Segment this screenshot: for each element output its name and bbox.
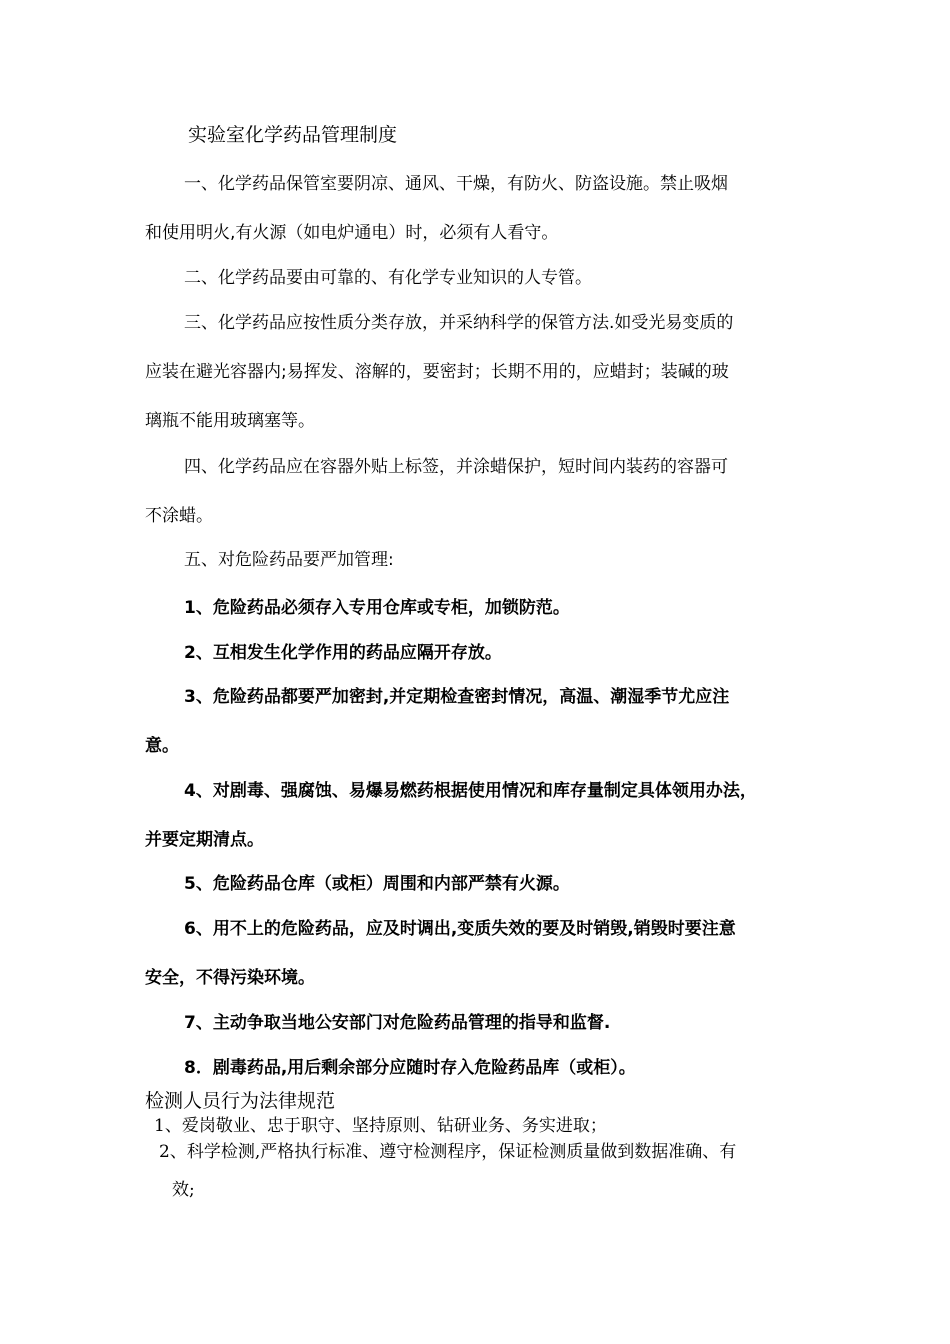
rule-3-line-2: 意。 [145, 736, 179, 756]
paragraph-1-line-1: 一、化学药品保管室要阴凉、通风、干燥，有防火、防盗设施。禁止吸烟 [184, 174, 728, 194]
rule-6-line-2: 安全，不得污染环境。 [145, 968, 315, 988]
rule-2-line-1: 2、互相发生化学作用的药品应隔开存放。 [184, 643, 502, 663]
paragraph-5-line-1: 五、对危险药品要严加管理: [184, 550, 394, 570]
paragraph-4-line-1: 四、化学药品应在容器外贴上标签，并涂蜡保护，短时间内装药的容器可 [184, 457, 728, 477]
paragraph-3-line-2: 应装在避光容器内;易挥发、溶解的，要密封；长期不用的，应蜡封；装碱的玻 [145, 362, 729, 382]
paragraph-4-line-2: 不涂蜡。 [145, 506, 213, 526]
paragraph-3-line-1: 三、化学药品应按性质分类存放，并采纳科学的保管方法.如受光易变质的 [184, 313, 734, 333]
section-2-title: 检测人员行为法律规范 [145, 1090, 336, 1112]
rule-6-line-1: 6、用不上的危险药品，应及时调出,变质失效的要及时销毁,销毁时要注意 [184, 919, 736, 939]
rule-3-line-1: 3、危险药品都要严加密封,并定期检查密封情况，高温、潮湿季节尤应注 [184, 687, 730, 707]
rule-4-line-2: 并要定期清点。 [145, 830, 264, 850]
rule-8-line-1: 8．剧毒药品,用后剩余部分应随时存入危险药品库（或柜）。 [184, 1058, 636, 1078]
rule-1-line-1: 1、危险药品必须存入专用仓库或专柜，加锁防范。 [184, 598, 570, 618]
section-2-item-1: 1、爱岗敬业、忠于职守、坚持原则、钻研业务、务实进取； [154, 1116, 607, 1136]
rule-7-line-1: 7、主动争取当地公安部门对危险药品管理的指导和监督. [184, 1013, 611, 1033]
paragraph-2-line-1: 二、化学药品要由可靠的、有化学专业知识的人专管。 [184, 268, 592, 288]
paragraph-3-line-3: 璃瓶不能用玻璃塞等。 [145, 411, 315, 431]
document-title: 实验室化学药品管理制度 [188, 124, 398, 146]
rule-4-line-1: 4、对剧毒、强腐蚀、易爆易燃药根据使用情况和库存量制定具体领用办法， [184, 781, 757, 801]
rule-5-line-1: 5、危险药品仓库（或柜）周围和内部严禁有火源。 [184, 874, 570, 894]
paragraph-1-line-2: 和使用明火,有火源（如电炉通电）时，必须有人看守。 [145, 223, 559, 243]
section-2-item-2-line-1: 2、科学检测,严格执行标准、遵守检测程序，保证检测质量做到数据准确、有 [159, 1142, 737, 1162]
section-2-item-2-line-2: 效; [172, 1180, 195, 1200]
